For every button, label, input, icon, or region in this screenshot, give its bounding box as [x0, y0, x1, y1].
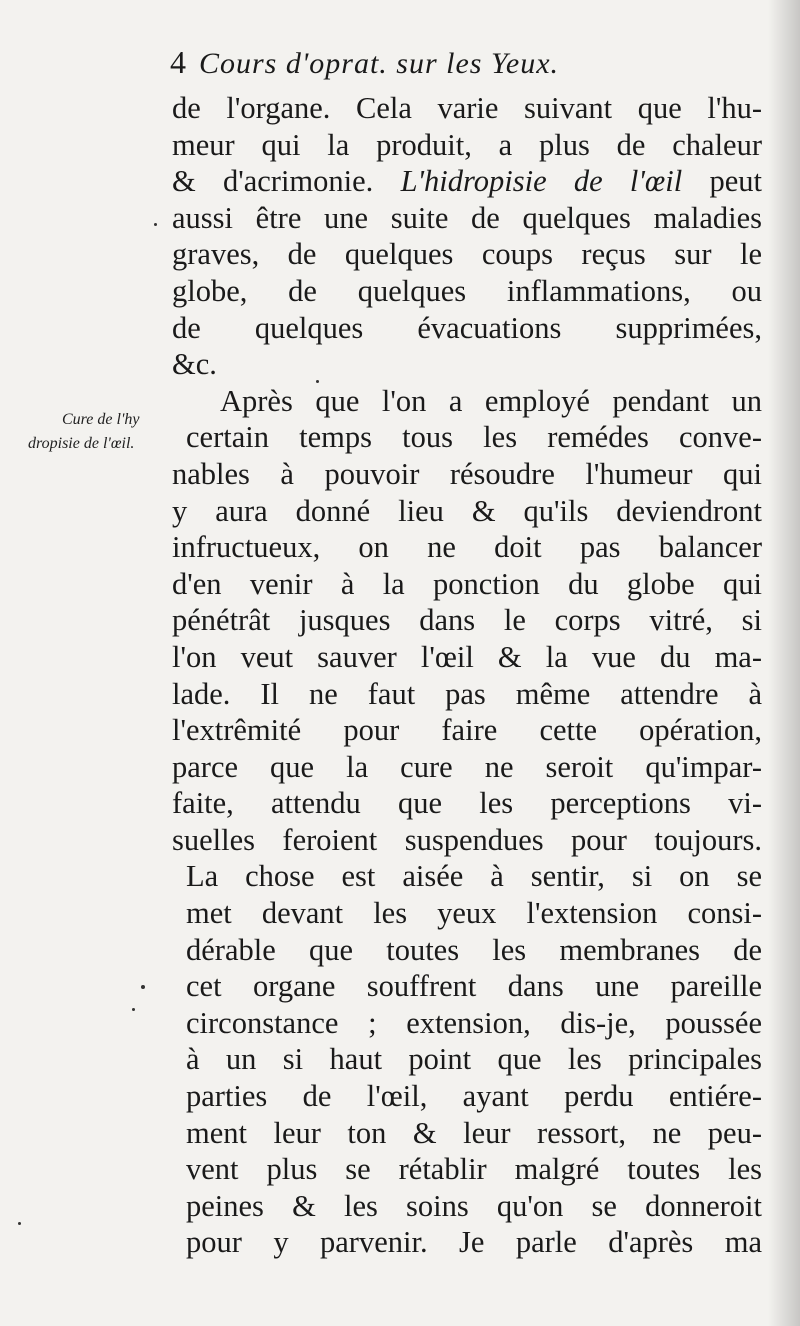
text-segment: & d'acrimonie.	[172, 164, 401, 199]
text-segment: peut	[682, 164, 762, 199]
text-line: infructueux, on ne doit pas balancer	[172, 530, 762, 565]
text-line: ment leur ton & leur ressort, ne peu-	[186, 1115, 762, 1150]
text-line: meur qui la produit, a plus de chaleur	[172, 127, 762, 162]
body-text	[172, 90, 762, 1261]
margin-note-line-2: dropisie de l'œil.	[28, 435, 135, 452]
ink-speck	[18, 1222, 21, 1225]
ink-speck	[154, 223, 157, 226]
text-line: de quelques évacuations supprimées,	[172, 310, 762, 345]
text-line: cet organe souffrent dans une pareille	[186, 969, 762, 1004]
text-line: La chose est aisée à sentir, si on se	[186, 859, 762, 894]
page-number: 4	[170, 44, 187, 80]
text-line: d'en venir à la ponction du globe qui	[172, 566, 762, 601]
running-head	[170, 44, 790, 94]
text-line: aussi être une suite de quelques maladies	[172, 200, 762, 235]
ink-speck	[316, 380, 319, 383]
text-line: globe, de quelques inflammations, ou	[172, 273, 762, 308]
text-line: nables à pouvoir résoudre l'humeur qui	[172, 456, 762, 491]
text-line: &c.	[172, 347, 217, 382]
text-line: graves, de quelques coups reçus sur le	[172, 237, 762, 272]
text-line: l'extrêmité pour faire cette opération,	[172, 713, 762, 748]
text-line: met devant les yeux l'extension consi-	[186, 896, 762, 931]
text-line: suelles feroient suspendues pour toujours.	[172, 822, 762, 857]
text-line: certain temps tous les remédes conve-	[186, 420, 762, 455]
italic-phrase: L'hidropisie de l'œil	[400, 164, 683, 199]
text-line: l'on veut sauver l'œil & la vue du ma-	[172, 639, 762, 674]
text-line: lade. Il ne faut pas même attendre à	[172, 676, 762, 711]
text-line: faite, attendu que les perceptions vi-	[172, 786, 762, 821]
text-line: pour y parvenir. Je parle d'après ma	[186, 1225, 762, 1260]
text-line: vent plus se rétablir malgré toutes les	[186, 1152, 762, 1187]
text-line: peines & les soins qu'on se donneroit	[186, 1188, 762, 1223]
text-line: dérable que toutes les membranes de	[186, 932, 762, 967]
text-line: pénétrât jusques dans le corps vitré, si	[172, 603, 762, 638]
text-line: parties de l'œil, ayant perdu entiére-	[186, 1079, 762, 1114]
text-line: de l'organe. Cela varie suivant que l'hu-	[172, 91, 762, 125]
text-line: y aura donné lieu & qu'ils deviendront	[172, 493, 762, 528]
margin-note-line-1: Cure de l'hy	[62, 411, 140, 428]
text-line: circonstance ; extension, dis-je, poussée	[186, 1005, 762, 1040]
ink-speck	[141, 985, 145, 989]
ink-speck	[132, 1008, 135, 1011]
paragraph-start-line: Après que l'on a employé pendant un	[220, 383, 762, 418]
text-line	[172, 163, 762, 200]
text-line: parce que la cure ne seroit qu'impar-	[172, 749, 762, 784]
text-line: à un si haut point que les principales	[186, 1042, 762, 1077]
running-title: Cours d'oprat. sur les Yeux.	[199, 47, 560, 80]
margin-note	[28, 408, 188, 456]
